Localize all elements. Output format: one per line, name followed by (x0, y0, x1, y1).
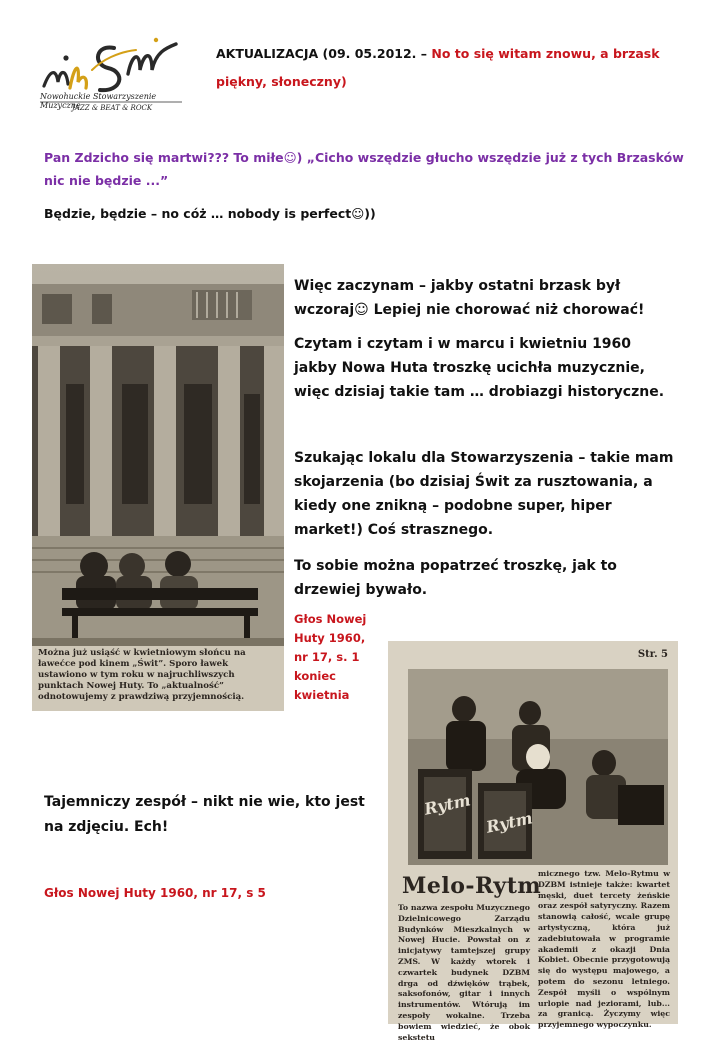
caption-source-1 (294, 610, 374, 705)
caption1-line2: Huty 1960, (294, 631, 366, 645)
clipping-kino-swit (32, 264, 284, 711)
band-photo (408, 669, 668, 865)
clipping2-column-left: To nazwa zespołu Muzycznego Dzielnicowego Zarządu Budynków Mieszkalnych w Nowej Hucie. Powstał on z inicjatywy tamtejszej grupy ZMS. W każdy wtorek i czwartek budynek DZBM drga od dźwięków trąbek, saksofonów, gitar i innych instrumentów. Wtórują im zespoły wokalne. Trzeba bowiem wiedzieć, że obok sekstetu (398, 903, 530, 1042)
main-paragraph-2: Czytam i czytam i w marcu i kwietniu 1960 jakby Nowa Huta troszkę ucichła muzycznie, więc dzisiaj takie tam … drobiazgi historyczne. (294, 336, 665, 400)
drum-label-1: Rytm (422, 790, 473, 819)
logo (36, 30, 186, 122)
clipping1-caption: Można już usiąść w kwietniowym słońcu na ławećce pod kinem „Świt”. Sporo ławek ustawiono w tym roku w najruchliwszych punktach Nowej Huty. To „aktualność” odnotowujemy z prawdziwą przyjemnością. (38, 648, 246, 702)
drum-label-2: Rytm (484, 808, 535, 837)
caption-source-2: Głos Nowej Huty 1960, nr 17, s 5 (44, 886, 266, 900)
headline-part1: No to się witam znowu, a brzask (431, 46, 660, 61)
clipping2-column-right: micznego tzw. Melo-Rytmu w DZBM istnieje także: kwartet męski, duet tercety żeńskie oraz zespół satyryczny. Razem stanowią całość, wcale grupę artystyczną, która już zadebiutowała w programie akademii z okazji Dnia Kobiet. Obecnie przygotowują się do występu majowego, a potem do sezonu letniego. Zespół myśli o wspólnym urlopie nad jeziorami, lub... za granicą. Życzymy więc przyjemnego wypoczynku. (538, 869, 670, 1030)
caption1-line4: koniec (294, 669, 336, 683)
logo-line1: Nowohuckie Stowarzyszenie Muzyczne (40, 92, 157, 110)
main-paragraph-1: Więc zaczynam – jakby ostatni brzask był wczoraj☺ Lepiej nie chorować niż chorować! (294, 278, 645, 318)
caption1-line1: Głos Nowej (294, 612, 367, 626)
clipping-melo-rytm (388, 641, 678, 1042)
update-header (216, 40, 686, 68)
main-paragraph-4: To sobie można popatrzeć troszkę, jak to drzewiej bywało. (294, 558, 617, 598)
clipping2-title: Melo-Rytm (402, 873, 542, 899)
clipping2-page-label: Str. 5 (637, 649, 668, 660)
update-label: AKTUALIZACJA (09. 05.2012. – (216, 46, 432, 61)
caption1-line5: kwietnia (294, 688, 350, 702)
intro-black-paragraph: Będzie, będzie – no cóż … nobody is perfect☺)) (44, 206, 376, 221)
caption1-line3: nr 17, s. 1 (294, 650, 360, 664)
cinema-building-photo (32, 264, 284, 646)
headline-part2: piękny, słoneczny) (216, 74, 347, 89)
main-paragraph-3: Szukając lokalu dla Stowarzyszenia – takie mam skojarzenia (bo dzisiaj Świt za rusztowania, a kiedy one znikną – podobne super, hiper market!) Coś strasznego. (294, 450, 674, 538)
logo-line2: JAZZ & BEAT & ROCK (72, 104, 153, 112)
mystery-band-text: Tajemniczy zespół – nikt nie wie, kto jest na zdjęciu. Ech! (44, 794, 365, 835)
intro-purple-paragraph: Pan Zdzicho się martwi??? To miłe☺) „Cicho wszędzie głucho wszędzie już z tych Brzasków nic nie będzie ...” (44, 150, 684, 188)
